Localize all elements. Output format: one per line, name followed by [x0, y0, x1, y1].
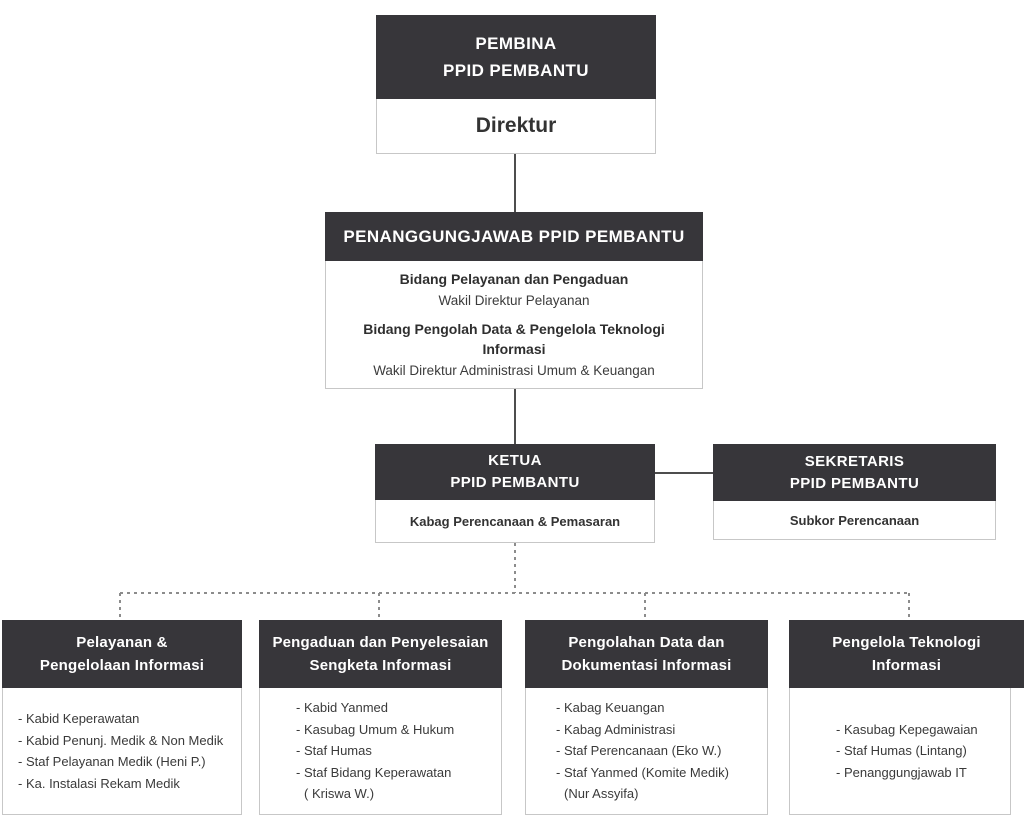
ketua-holder-text: Kabag Perencanaan & Pemasaran [409, 513, 621, 529]
ketua-holder [375, 500, 655, 543]
division-pengaduan-title-line2: Sengketa Informasi [309, 657, 452, 674]
member-item: - Staf Yanmed (Komite Medik) [556, 764, 729, 780]
division-teknologi-members [789, 688, 1011, 815]
penanggungjawab-title [325, 212, 703, 261]
sekretaris-holder [713, 501, 996, 540]
node-sekretaris [713, 444, 996, 540]
division-pengolahan-data-title-line2: Dokumentasi Informasi [561, 657, 732, 674]
ketua-title-line2: PPID PEMBANTU [450, 474, 580, 491]
sekretaris-holder-text: Subkor Perencanaan [789, 512, 920, 528]
node-ketua [375, 444, 655, 543]
member-item: - Kabid Yanmed [296, 700, 389, 716]
division-pelayanan-title-line1: Pelayanan & [76, 634, 168, 651]
node-division-pengaduan [259, 620, 502, 815]
division-pengaduan-title-line1: Pengaduan dan Penyelesaian [272, 634, 489, 651]
division-pelayanan-title [2, 620, 242, 688]
sekretaris-title [713, 444, 996, 501]
member-item: - Staf Humas (Lintang) [836, 743, 967, 759]
division-pengaduan-members [259, 688, 502, 815]
division-teknologi-title-line1: Pengelola Teknologi [832, 634, 981, 651]
division-pelayanan-members [2, 688, 242, 815]
connector-pembina-penanggungjawab [514, 154, 516, 212]
division-pengolahan-data-title-line1: Pengolahan Data dan [568, 634, 725, 651]
sekretaris-title-line2: PPID PEMBANTU [789, 474, 920, 492]
penanggungjawab-role-2: Bidang Pengolah Data & Pengelola Teknologi Informasi [363, 321, 665, 357]
ketua-title-line1: KETUA [488, 452, 542, 469]
node-division-pelayanan [2, 620, 242, 815]
node-penanggungjawab [325, 212, 703, 389]
penanggungjawab-role-1: Bidang Pelayanan dan Pengaduan [399, 271, 629, 287]
division-pengaduan-title [259, 620, 502, 688]
member-item-continuation: ( Kriswa W.) [304, 786, 375, 802]
connector-ketua-sekretaris [655, 472, 713, 474]
penanggungjawab-body [325, 261, 703, 389]
member-item: - Staf Pelayanan Medik (Heni P.) [18, 754, 206, 769]
member-item: - Staf Perencanaan (Eko W.) [556, 743, 722, 759]
node-division-teknologi [789, 620, 1024, 815]
member-item: - Kabag Administrasi [556, 721, 676, 737]
connector-drop-division-4 [908, 593, 910, 619]
member-item: - Kasubag Kepegawaian [836, 721, 978, 737]
pembina-title-line2: PPID PEMBANTU [443, 61, 589, 80]
member-item-continuation: (Nur Assyifa) [564, 786, 639, 802]
division-pengolahan-data-members [525, 688, 768, 815]
connector-divisions-horizontal [120, 592, 911, 594]
ketua-title [375, 444, 655, 500]
pembina-holder-text: Direktur [475, 114, 557, 137]
division-teknologi-title-line2: Informasi [871, 657, 942, 674]
pembina-holder [376, 99, 656, 154]
member-item: - Kabid Penunj. Medik & Non Medik [18, 732, 224, 748]
member-item: - Penanggungjawab IT [836, 764, 967, 780]
connector-penanggungjawab-ketua [514, 389, 516, 444]
connector-drop-division-1 [119, 593, 121, 622]
division-pelayanan-title-line2: Pengelolaan Informasi [39, 657, 205, 674]
division-pengolahan-data-title [525, 620, 768, 688]
member-item: - Staf Humas [296, 743, 372, 759]
penanggungjawab-holder-2: Wakil Direktur Administrasi Umum & Keuangan [373, 363, 655, 378]
connector-drop-division-3 [644, 593, 646, 620]
division-teknologi-title [789, 620, 1024, 688]
sekretaris-title-line1: SEKRETARIS [804, 452, 905, 470]
connector-ketua-divisions-drop [514, 543, 516, 593]
member-item: - Staf Bidang Keperawatan [296, 764, 452, 780]
member-item: - Kasubag Umum & Hukum [296, 721, 455, 737]
node-division-pengolahan-data [525, 620, 768, 815]
penanggungjawab-holder-1: Wakil Direktur Pelayanan [438, 293, 590, 308]
pembina-title [376, 15, 656, 99]
node-pembina [376, 15, 656, 154]
connector-drop-division-2 [378, 593, 380, 620]
member-item: - Kabid Keperawatan [18, 711, 140, 726]
member-item: - Kabag Keuangan [556, 700, 665, 716]
penanggungjawab-title-text: PENANGGUNGJAWAB PPID PEMBANTU [343, 226, 685, 246]
pembina-title-line1: PEMBINA [475, 34, 557, 53]
member-item: - Ka. Instalasi Rekam Medik [18, 775, 180, 791]
